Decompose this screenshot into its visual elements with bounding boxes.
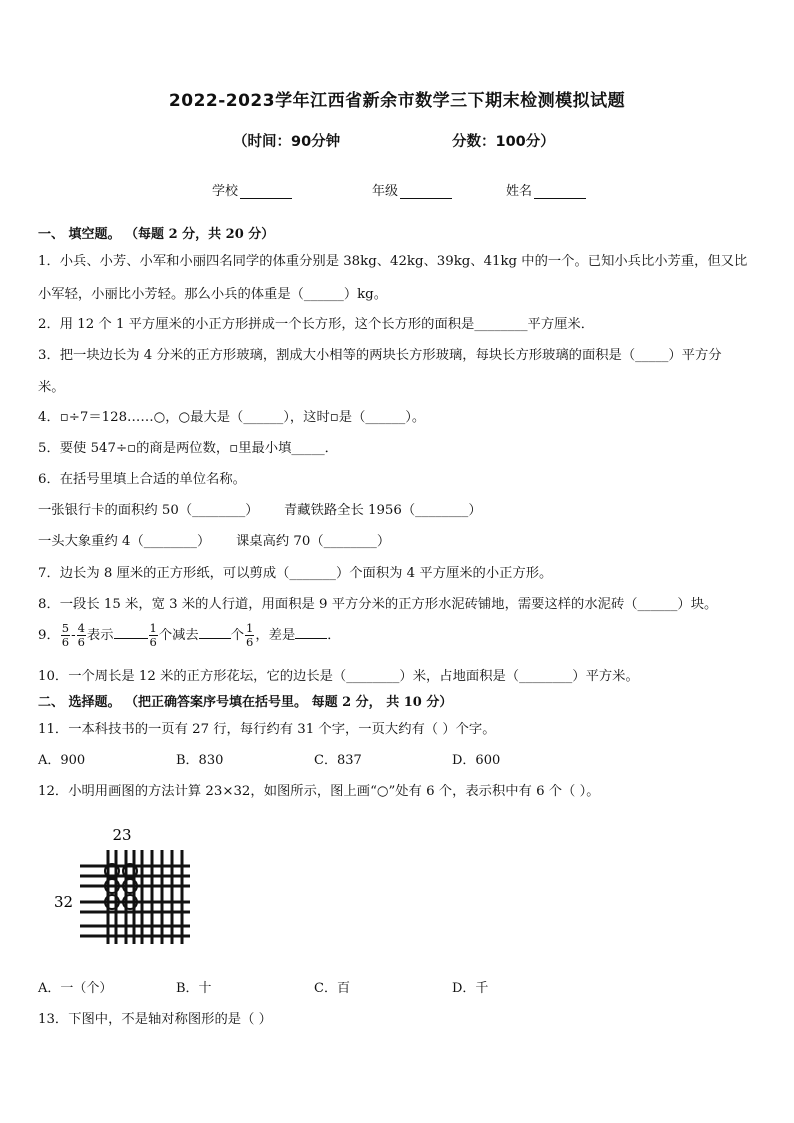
question-2: 2．用 12 个 1 平方厘米的小正方形拼成一个长方形，这个长方形的面积是________平方厘米．	[38, 317, 595, 332]
exam-time: （时间：90分钟	[233, 134, 341, 150]
q11-option-a[interactable]: A．900	[38, 753, 86, 768]
question-3-line-2: 米。	[38, 380, 65, 395]
q9-blank-2[interactable]	[199, 626, 231, 639]
fraction-1-6-b: $\frac{1}{6}$	[246, 621, 254, 649]
question-1-line-2: 小军轻，小丽比小芳轻。那么小兵的体重是（______）kg。	[38, 287, 387, 302]
exam-score: 分数：100分）	[452, 134, 555, 150]
question-9: 9． $\frac{5}{6}$ - $\frac{4}{6}$ 表示 $\frac{1}{6}$ 个减去 个 $\frac{1}{6}$ ，差是 ．	[38, 621, 341, 649]
figure-label-23: 23	[112, 826, 132, 844]
q11-option-c[interactable]: C．837	[314, 753, 362, 768]
question-7: 7．边长为 8 厘米的正方形纸，可以剪成（_______）个面积为 4 平方厘米的小正方形。	[38, 566, 553, 581]
q11-option-b[interactable]: B．830	[176, 753, 224, 768]
q11-option-d[interactable]: D．600	[452, 753, 501, 768]
q12-option-c[interactable]: C．百	[314, 981, 350, 996]
q9-blank-3[interactable]	[295, 626, 327, 639]
name-blank[interactable]	[534, 185, 586, 199]
q9-blank-1[interactable]	[114, 626, 148, 639]
grade-blank[interactable]	[400, 185, 452, 199]
question-8: 8．一段长 15 米，宽 3 米的人行道，用面积是 9 平方分米的正方形水泥砖铺地，需要这样的水泥砖（______）块。	[38, 597, 718, 612]
name-label: 姓名	[506, 184, 533, 199]
question-6-item-d: 课桌高约 70（________）	[236, 534, 391, 549]
school-blank[interactable]	[240, 185, 292, 199]
question-5: 5．要使 547÷▫的商是两位数，▫里最小填_____．	[38, 441, 338, 456]
question-6-item-a: 一张银行卡的面积约 50（________）	[38, 503, 259, 518]
question-1-line-1: 1．小兵、小芳、小军和小丽四名同学的体重分别是 38kg、42kg、39kg、41kg 中的一个。已知小兵比小芳重，但又比	[38, 254, 748, 269]
grade-label: 年级	[372, 184, 399, 199]
fraction-4-6: $\frac{4}{6}$	[77, 621, 85, 649]
q12-option-b[interactable]: B．十	[176, 981, 212, 996]
school-field[interactable]	[212, 180, 292, 199]
question-4: 4．▫÷7＝128……○，○最大是（______），这时▫是（______）。	[38, 410, 426, 425]
q9-number: 9．	[38, 628, 60, 643]
question-6-item-b: 青藏铁路全长 1956（________）	[284, 503, 482, 518]
fraction-5-6: $\frac{5}{6}$	[61, 621, 70, 649]
question-11: 11．一本科技书的一页有 27 行，每行约有 31 个字，一页大约有（ ）个字。	[38, 722, 496, 737]
minus-sign: -	[71, 628, 76, 643]
q12-option-d[interactable]: D．千	[452, 981, 489, 996]
question-10: 10．一个周长是 12 米的正方形花坛，它的边长是（________）米，占地面积是（________）平方米。	[38, 669, 639, 684]
multiplication-grid-figure	[50, 822, 200, 952]
q12-option-a[interactable]: A．一（个）	[38, 981, 113, 996]
question-6-item-c: 一头大象重约 4（________）	[38, 534, 211, 549]
page-title: 2022-2023学年江西省新余市数学三下期末检测模拟试题	[168, 91, 626, 111]
question-13: 13．下图中，不是轴对称图形的是（ ）	[38, 1012, 272, 1027]
fraction-1-6-a: $\frac{1}{6}$	[149, 621, 157, 649]
figure-label-32: 32	[54, 893, 74, 911]
section-2-heading: 二、 选择题。 （把正确答案序号填在括号里。 每题 2 分， 共 10 分）	[38, 695, 453, 710]
question-6: 6．在括号里填上合适的单位名称。	[38, 472, 246, 487]
school-label: 学校	[212, 184, 239, 199]
grade-field[interactable]	[372, 180, 452, 199]
question-3-line-1: 3．把一块边长为 4 分米的正方形玻璃，割成大小相等的两块长方形玻璃，每块长方形玻璃的面积是（_____）平方分	[38, 348, 722, 363]
section-1-heading: 一、 填空题。 （每题 2 分，共 20 分）	[38, 227, 275, 242]
question-12: 12．小明用画图的方法计算 23×32，如图所示，图上画“○”处有 6 个，表示积中有 6 个（ ）。	[38, 784, 600, 799]
name-field[interactable]	[506, 180, 586, 199]
